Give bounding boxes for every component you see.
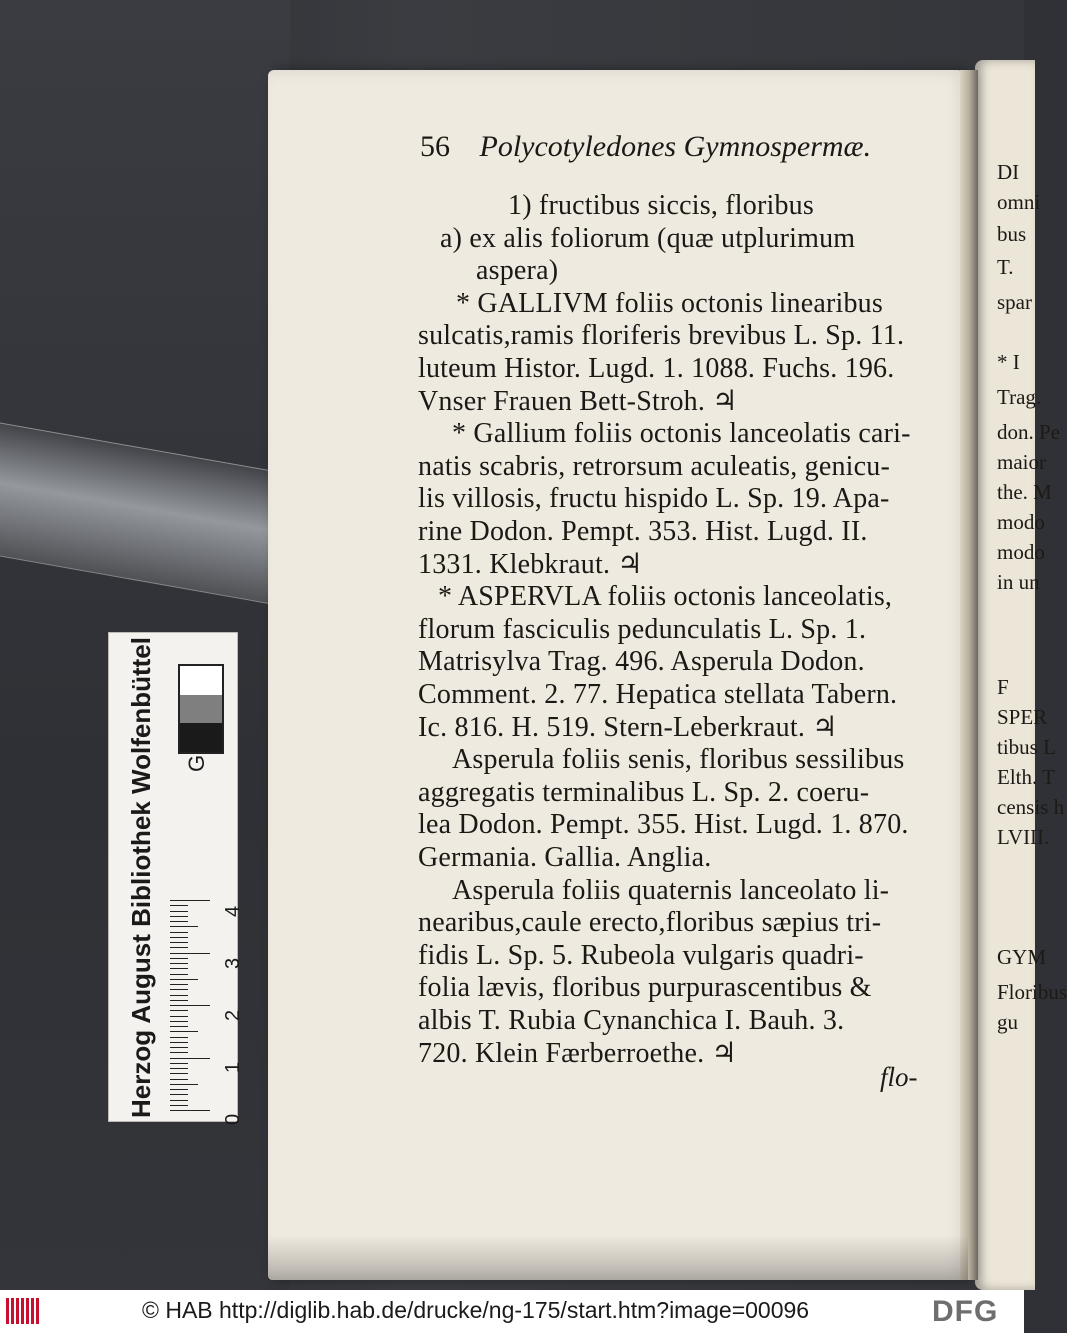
facing-page-text: tibus L <box>997 735 1056 759</box>
facing-page-text: F <box>997 675 1009 699</box>
ruler-number: 0 <box>222 1113 244 1125</box>
facing-page-text: LVIII. <box>997 825 1050 849</box>
text-line: sulcatis,ramis floriferis brevibus L. Sp. 11. <box>418 320 905 352</box>
ruler-tick <box>170 1026 188 1027</box>
facing-page-edge <box>975 60 1067 1290</box>
ruler-number: 3 <box>222 957 244 969</box>
page-number: 56 <box>420 130 450 163</box>
ruler-tick <box>170 947 188 948</box>
ruler-tick <box>170 1037 188 1038</box>
ruler-tick <box>170 932 188 933</box>
ruler-tick <box>170 1089 188 1090</box>
ruler-tick <box>170 900 210 901</box>
ruler-tick <box>170 916 188 917</box>
text-line: Asperula foliis senis, floribus sessilibus <box>452 744 905 776</box>
facing-page-text: gu <box>997 1010 1018 1034</box>
ruler-tick <box>170 995 188 996</box>
text-line: folia lævis, floribus purpurascentibus & <box>418 972 872 1004</box>
ruler-tick <box>170 911 188 912</box>
ruler-number: 4 <box>222 905 244 917</box>
ruler-tick <box>170 1005 210 1006</box>
ruler-tick <box>170 1084 198 1085</box>
page-gutter <box>960 70 978 1280</box>
ruler-tick <box>170 1073 188 1074</box>
ruler-tick <box>170 984 188 985</box>
text-line: Ic. 816. H. 519. Stern-Leberkraut. ♃ <box>418 711 838 743</box>
text-line: Vnser Frauen Bett-Stroh. ♃ <box>418 385 738 417</box>
ruler-tick <box>170 937 188 938</box>
running-title: Polycotyledones Gymnospermæ. <box>479 130 872 163</box>
text-line: rine Dodon. Pempt. 353. Hist. Lugd. II. <box>418 516 868 547</box>
ruler-tick <box>170 1079 188 1080</box>
ruler-tick <box>170 1063 188 1064</box>
ruler-tick <box>170 989 188 990</box>
ruler-tick <box>170 958 188 959</box>
text-line: * Gallium foliis octonis lanceolatis cari- <box>452 418 911 450</box>
text-line: lea Dodon. Pempt. 355. Hist. Lugd. 1. 870. <box>418 809 909 841</box>
ruler-tick <box>170 1100 188 1101</box>
text-line: Asperula foliis quaternis lanceolato li- <box>452 874 890 906</box>
text-line: 720. Klein Færberroethe. ♃ <box>418 1037 737 1069</box>
facing-page-text: modo <box>997 510 1045 534</box>
ruler-tick <box>170 1010 188 1011</box>
text-line: Comment. 2. 77. Hepatica stellata Tabern. <box>418 679 898 710</box>
ruler-tick <box>170 979 198 980</box>
ruler-tick <box>170 921 188 922</box>
catchword: flo- <box>880 1062 918 1092</box>
facing-page-text: Elth. T <box>997 765 1055 789</box>
facing-page-text: SPER <box>997 705 1048 729</box>
ruler-tick <box>170 1000 188 1001</box>
ruler-tick <box>170 1052 188 1053</box>
ruler-tick <box>170 905 188 906</box>
text-line: Germania. Gallia. Anglia. <box>418 842 712 873</box>
facing-page-text: T. <box>997 255 1014 279</box>
facing-page-text: censis h <box>997 795 1065 819</box>
text-line: luteum Histor. Lugd. 1. 1088. Fuchs. 196. <box>418 353 895 384</box>
swatch-gray <box>180 695 222 724</box>
text-line: * ASPERVLA foliis octonis lanceolatis, <box>438 581 893 613</box>
ruler-tick <box>170 926 198 927</box>
page-shadow <box>268 1235 968 1280</box>
hab-logo-icon <box>6 1298 48 1324</box>
cm-ruler <box>170 900 220 1110</box>
facing-page-text: spar <box>997 290 1032 314</box>
text-line: fidis L. Sp. 5. Rubeola vulgaris quadri- <box>418 939 864 971</box>
swatch-white <box>180 666 222 695</box>
text-line: aggregatis terminalibus L. Sp. 2. coeru- <box>418 776 870 808</box>
text-line: * GALLIVM foliis octonis linearibus <box>456 287 883 319</box>
text-line: natis scabris, retrorsum aculeatis, genicu- <box>418 450 890 482</box>
ruler-tick <box>170 953 210 954</box>
text-line: lis villosis, fructu hispido L. Sp. 19. Apa- <box>418 483 890 515</box>
ruler-tick <box>170 1105 188 1106</box>
text-line: Matrisylva Trag. 496. Asperula Dodon. <box>418 646 865 678</box>
text-line: 1331. Klebkraut. ♃ <box>418 548 643 580</box>
text-line: aspera) <box>476 255 559 287</box>
ruler-tick <box>170 1110 210 1111</box>
ruler-tick <box>170 974 188 975</box>
ruler-tick <box>170 1094 188 1095</box>
facing-page-text: Floribus <box>997 980 1067 1004</box>
text-line: 1) fructibus siccis, floribus <box>508 190 814 221</box>
running-header <box>420 130 871 164</box>
facing-page-text: maior <box>997 450 1046 474</box>
facing-page-text: DI <box>997 160 1020 184</box>
dfg-logo: DFG <box>932 1295 999 1328</box>
swatch-black <box>180 723 222 752</box>
facing-page-text: in un <box>997 570 1040 594</box>
ruler-tick <box>170 1058 210 1059</box>
ruler-tick <box>170 1016 188 1017</box>
scale-library-label: Herzog August Bibliothek Wolfenbüttel <box>126 637 156 1118</box>
facing-page-text: don. Pe <box>997 420 1060 444</box>
ruler-tick <box>170 1031 198 1032</box>
text-line: a) ex alis foliorum (quæ utplurimum <box>440 222 856 254</box>
facing-page-text: Trag. <box>997 385 1042 409</box>
ruler-tick <box>170 942 188 943</box>
facing-page-text: the. M <box>997 480 1052 504</box>
text-line: florum fasciculis pedunculatis L. Sp. 1. <box>418 613 867 645</box>
text-line: nearibus,caule erecto,floribus sæpius tri- <box>418 907 882 939</box>
ruler-tick <box>170 968 188 969</box>
facing-page-text: bus <box>997 222 1027 246</box>
gray-swatches <box>178 664 224 754</box>
facing-page-text: modo <box>997 540 1045 564</box>
ruler-tick <box>170 1042 188 1043</box>
text-line: albis T. Rubia Cynanchica I. Bauh. 3. <box>418 1005 845 1036</box>
ruler-tick <box>170 1068 188 1069</box>
ruler-tick <box>170 1021 188 1022</box>
facing-page-text: omni <box>997 190 1041 214</box>
ruler-number: 2 <box>222 1009 244 1021</box>
footer-copyright-link[interactable]: © HAB http://diglib.hab.de/drucke/ng-175/start.htm?image=00096 <box>142 1297 810 1323</box>
ruler-tick <box>170 963 188 964</box>
facing-page-text: * I <box>997 350 1020 374</box>
ruler-tick <box>170 1047 188 1048</box>
ruler-number: 1 <box>222 1061 244 1073</box>
facing-page-text: GYM <box>997 945 1047 969</box>
